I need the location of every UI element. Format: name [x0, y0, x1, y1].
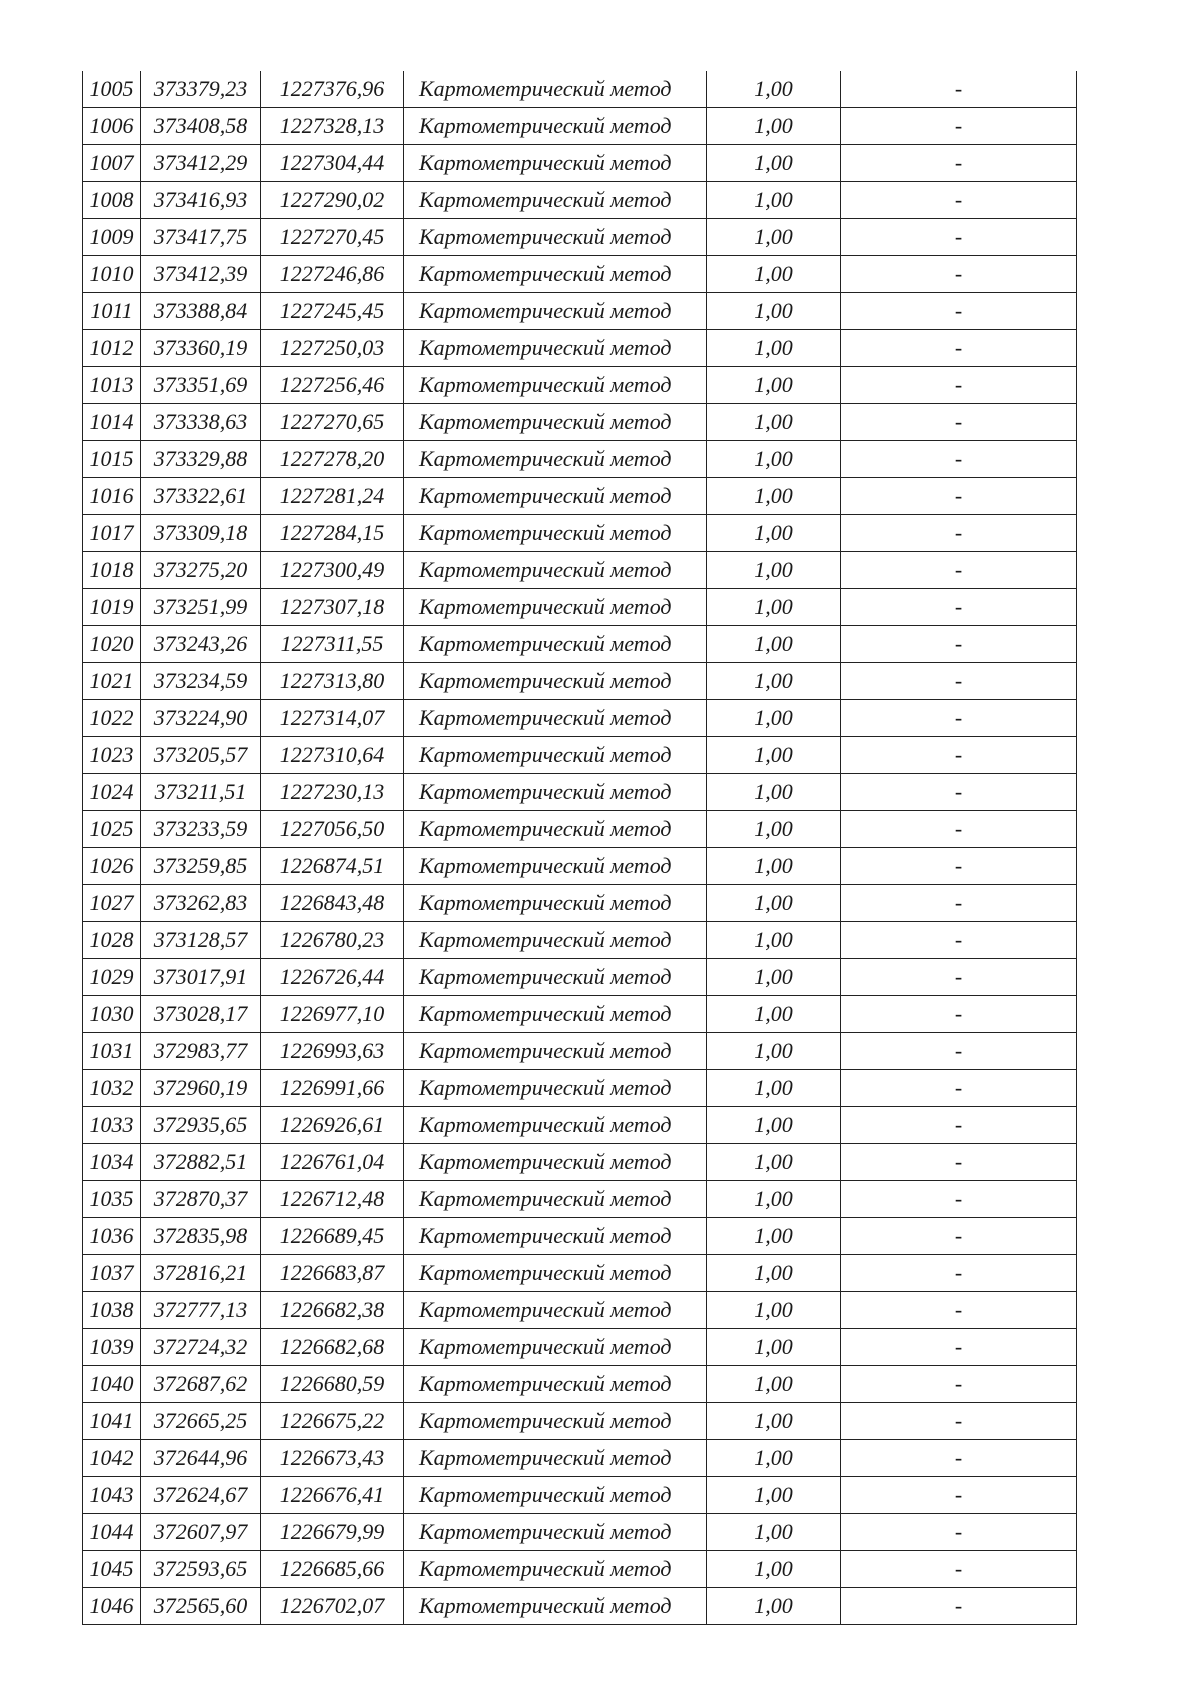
- accuracy-cell: 1,00: [707, 293, 841, 330]
- table-row: [83, 552, 1077, 589]
- x-coordinate-cell: 372870,37: [141, 1181, 261, 1218]
- y-coordinate-cell: 1226993,63: [261, 1033, 404, 1070]
- table-row: [83, 182, 1077, 219]
- coordinates-table: [82, 71, 1077, 1625]
- y-coordinate-cell: 1226926,61: [261, 1107, 404, 1144]
- y-coordinate-cell: 1227278,20: [261, 441, 404, 478]
- y-coordinate-cell: 1226682,38: [261, 1292, 404, 1329]
- y-coordinate-cell: 1227246,86: [261, 256, 404, 293]
- y-coordinate-cell: 1227313,80: [261, 663, 404, 700]
- point-number-cell: 1007: [83, 145, 141, 182]
- description-cell: -: [841, 922, 1077, 959]
- accuracy-cell: 1,00: [707, 626, 841, 663]
- description-cell: -: [841, 700, 1077, 737]
- description-cell: -: [841, 1588, 1077, 1625]
- description-cell: -: [841, 219, 1077, 256]
- point-number-cell: 1011: [83, 293, 141, 330]
- point-number-cell: 1012: [83, 330, 141, 367]
- method-cell: Картометрический метод: [404, 996, 707, 1033]
- accuracy-cell: 1,00: [707, 1033, 841, 1070]
- x-coordinate-cell: 373408,58: [141, 108, 261, 145]
- x-coordinate-cell: 373128,57: [141, 922, 261, 959]
- method-cell: Картометрический метод: [404, 663, 707, 700]
- x-coordinate-cell: 372644,96: [141, 1440, 261, 1477]
- accuracy-cell: 1,00: [707, 1588, 841, 1625]
- accuracy-cell: 1,00: [707, 885, 841, 922]
- description-cell: -: [841, 478, 1077, 515]
- x-coordinate-cell: 373412,39: [141, 256, 261, 293]
- point-number-cell: 1008: [83, 182, 141, 219]
- accuracy-cell: 1,00: [707, 1144, 841, 1181]
- x-coordinate-cell: 373351,69: [141, 367, 261, 404]
- x-coordinate-cell: 373234,59: [141, 663, 261, 700]
- table-row: [83, 996, 1077, 1033]
- description-cell: -: [841, 774, 1077, 811]
- y-coordinate-cell: 1226991,66: [261, 1070, 404, 1107]
- accuracy-cell: 1,00: [707, 145, 841, 182]
- point-number-cell: 1038: [83, 1292, 141, 1329]
- x-coordinate-cell: 372882,51: [141, 1144, 261, 1181]
- table-row: [83, 293, 1077, 330]
- y-coordinate-cell: 1226843,48: [261, 885, 404, 922]
- accuracy-cell: 1,00: [707, 182, 841, 219]
- x-coordinate-cell: 373028,17: [141, 996, 261, 1033]
- method-cell: Картометрический метод: [404, 1070, 707, 1107]
- y-coordinate-cell: 1227311,55: [261, 626, 404, 663]
- description-cell: -: [841, 1403, 1077, 1440]
- table-row: [83, 1033, 1077, 1070]
- accuracy-cell: 1,00: [707, 1181, 841, 1218]
- method-cell: Картометрический метод: [404, 330, 707, 367]
- point-number-cell: 1045: [83, 1551, 141, 1588]
- table-row: [83, 663, 1077, 700]
- point-number-cell: 1029: [83, 959, 141, 996]
- accuracy-cell: 1,00: [707, 848, 841, 885]
- x-coordinate-cell: 373417,75: [141, 219, 261, 256]
- y-coordinate-cell: 1226761,04: [261, 1144, 404, 1181]
- table-row: [83, 1403, 1077, 1440]
- x-coordinate-cell: 373322,61: [141, 478, 261, 515]
- point-number-cell: 1025: [83, 811, 141, 848]
- point-number-cell: 1030: [83, 996, 141, 1033]
- method-cell: Картометрический метод: [404, 737, 707, 774]
- method-cell: Картометрический метод: [404, 1255, 707, 1292]
- method-cell: Картометрический метод: [404, 478, 707, 515]
- table-row: [83, 330, 1077, 367]
- method-cell: Картометрический метод: [404, 145, 707, 182]
- accuracy-cell: 1,00: [707, 1551, 841, 1588]
- x-coordinate-cell: 373412,29: [141, 145, 261, 182]
- point-number-cell: 1022: [83, 700, 141, 737]
- table-row: [83, 1440, 1077, 1477]
- y-coordinate-cell: 1227270,45: [261, 219, 404, 256]
- table-row: [83, 1070, 1077, 1107]
- y-coordinate-cell: 1227245,45: [261, 293, 404, 330]
- y-coordinate-cell: 1226689,45: [261, 1218, 404, 1255]
- method-cell: Картометрический метод: [404, 441, 707, 478]
- description-cell: -: [841, 71, 1077, 108]
- method-cell: Картометрический метод: [404, 404, 707, 441]
- y-coordinate-cell: 1227256,46: [261, 367, 404, 404]
- y-coordinate-cell: 1227314,07: [261, 700, 404, 737]
- accuracy-cell: 1,00: [707, 108, 841, 145]
- description-cell: -: [841, 1255, 1077, 1292]
- method-cell: Картометрический метод: [404, 811, 707, 848]
- table-row: [83, 367, 1077, 404]
- x-coordinate-cell: 373275,20: [141, 552, 261, 589]
- table-row: [83, 811, 1077, 848]
- accuracy-cell: 1,00: [707, 515, 841, 552]
- description-cell: -: [841, 959, 1077, 996]
- point-number-cell: 1017: [83, 515, 141, 552]
- accuracy-cell: 1,00: [707, 959, 841, 996]
- y-coordinate-cell: 1227307,18: [261, 589, 404, 626]
- point-number-cell: 1024: [83, 774, 141, 811]
- accuracy-cell: 1,00: [707, 441, 841, 478]
- table-row: [83, 700, 1077, 737]
- y-coordinate-cell: 1227284,15: [261, 515, 404, 552]
- accuracy-cell: 1,00: [707, 330, 841, 367]
- table-row: [83, 922, 1077, 959]
- x-coordinate-cell: 372935,65: [141, 1107, 261, 1144]
- accuracy-cell: 1,00: [707, 737, 841, 774]
- x-coordinate-cell: 373338,63: [141, 404, 261, 441]
- method-cell: Картометрический метод: [404, 219, 707, 256]
- method-cell: Картометрический метод: [404, 700, 707, 737]
- table-row: [83, 441, 1077, 478]
- accuracy-cell: 1,00: [707, 219, 841, 256]
- point-number-cell: 1020: [83, 626, 141, 663]
- table-row: [83, 478, 1077, 515]
- description-cell: -: [841, 293, 1077, 330]
- y-coordinate-cell: 1227290,02: [261, 182, 404, 219]
- method-cell: Картометрический метод: [404, 626, 707, 663]
- y-coordinate-cell: 1227281,24: [261, 478, 404, 515]
- method-cell: Картометрический метод: [404, 1292, 707, 1329]
- accuracy-cell: 1,00: [707, 552, 841, 589]
- table-row: [83, 1477, 1077, 1514]
- method-cell: Картометрический метод: [404, 1033, 707, 1070]
- table-row: [83, 1255, 1077, 1292]
- accuracy-cell: 1,00: [707, 256, 841, 293]
- x-coordinate-cell: 373224,90: [141, 700, 261, 737]
- y-coordinate-cell: 1226712,48: [261, 1181, 404, 1218]
- y-coordinate-cell: 1226680,59: [261, 1366, 404, 1403]
- method-cell: Картометрический метод: [404, 1181, 707, 1218]
- method-cell: Картометрический метод: [404, 1477, 707, 1514]
- table-row: [83, 1218, 1077, 1255]
- point-number-cell: 1023: [83, 737, 141, 774]
- method-cell: Картометрический метод: [404, 885, 707, 922]
- accuracy-cell: 1,00: [707, 811, 841, 848]
- accuracy-cell: 1,00: [707, 367, 841, 404]
- table-row: [83, 885, 1077, 922]
- accuracy-cell: 1,00: [707, 1070, 841, 1107]
- accuracy-cell: 1,00: [707, 1514, 841, 1551]
- description-cell: -: [841, 515, 1077, 552]
- description-cell: -: [841, 1551, 1077, 1588]
- x-coordinate-cell: 373211,51: [141, 774, 261, 811]
- y-coordinate-cell: 1226673,43: [261, 1440, 404, 1477]
- method-cell: Картометрический метод: [404, 922, 707, 959]
- x-coordinate-cell: 372983,77: [141, 1033, 261, 1070]
- accuracy-cell: 1,00: [707, 1107, 841, 1144]
- table-row: [83, 848, 1077, 885]
- point-number-cell: 1018: [83, 552, 141, 589]
- x-coordinate-cell: 372624,67: [141, 1477, 261, 1514]
- method-cell: Картометрический метод: [404, 1514, 707, 1551]
- point-number-cell: 1015: [83, 441, 141, 478]
- table-row: [83, 589, 1077, 626]
- description-cell: -: [841, 1218, 1077, 1255]
- description-cell: -: [841, 1107, 1077, 1144]
- x-coordinate-cell: 373205,57: [141, 737, 261, 774]
- y-coordinate-cell: 1226874,51: [261, 848, 404, 885]
- x-coordinate-cell: 373379,23: [141, 71, 261, 108]
- description-cell: -: [841, 1514, 1077, 1551]
- method-cell: Картометрический метод: [404, 256, 707, 293]
- accuracy-cell: 1,00: [707, 1403, 841, 1440]
- y-coordinate-cell: 1226675,22: [261, 1403, 404, 1440]
- description-cell: -: [841, 330, 1077, 367]
- y-coordinate-cell: 1226780,23: [261, 922, 404, 959]
- coordinates-table-body: [83, 71, 1077, 1625]
- y-coordinate-cell: 1226682,68: [261, 1329, 404, 1366]
- point-number-cell: 1006: [83, 108, 141, 145]
- method-cell: Картометрический метод: [404, 1440, 707, 1477]
- table-row: [83, 959, 1077, 996]
- y-coordinate-cell: 1227300,49: [261, 552, 404, 589]
- point-number-cell: 1041: [83, 1403, 141, 1440]
- y-coordinate-cell: 1227310,64: [261, 737, 404, 774]
- x-coordinate-cell: 372816,21: [141, 1255, 261, 1292]
- method-cell: Картометрический метод: [404, 182, 707, 219]
- point-number-cell: 1039: [83, 1329, 141, 1366]
- x-coordinate-cell: 372565,60: [141, 1588, 261, 1625]
- table-row: [83, 515, 1077, 552]
- description-cell: -: [841, 1440, 1077, 1477]
- point-number-cell: 1016: [83, 478, 141, 515]
- description-cell: -: [841, 1292, 1077, 1329]
- description-cell: -: [841, 1477, 1077, 1514]
- method-cell: Картометрический метод: [404, 552, 707, 589]
- x-coordinate-cell: 373233,59: [141, 811, 261, 848]
- description-cell: -: [841, 182, 1077, 219]
- point-number-cell: 1019: [83, 589, 141, 626]
- method-cell: Картометрический метод: [404, 1218, 707, 1255]
- point-number-cell: 1013: [83, 367, 141, 404]
- description-cell: -: [841, 1329, 1077, 1366]
- x-coordinate-cell: 373017,91: [141, 959, 261, 996]
- description-cell: -: [841, 108, 1077, 145]
- accuracy-cell: 1,00: [707, 922, 841, 959]
- point-number-cell: 1043: [83, 1477, 141, 1514]
- table-row: [83, 1181, 1077, 1218]
- y-coordinate-cell: 1227270,65: [261, 404, 404, 441]
- table-row: [83, 1329, 1077, 1366]
- x-coordinate-cell: 373259,85: [141, 848, 261, 885]
- accuracy-cell: 1,00: [707, 1477, 841, 1514]
- point-number-cell: 1036: [83, 1218, 141, 1255]
- description-cell: -: [841, 885, 1077, 922]
- description-cell: -: [841, 626, 1077, 663]
- accuracy-cell: 1,00: [707, 404, 841, 441]
- method-cell: Картометрический метод: [404, 1588, 707, 1625]
- table-row: [83, 1144, 1077, 1181]
- x-coordinate-cell: 373243,26: [141, 626, 261, 663]
- description-cell: -: [841, 589, 1077, 626]
- y-coordinate-cell: 1227230,13: [261, 774, 404, 811]
- accuracy-cell: 1,00: [707, 700, 841, 737]
- y-coordinate-cell: 1227056,50: [261, 811, 404, 848]
- point-number-cell: 1027: [83, 885, 141, 922]
- x-coordinate-cell: 373360,19: [141, 330, 261, 367]
- point-number-cell: 1033: [83, 1107, 141, 1144]
- accuracy-cell: 1,00: [707, 478, 841, 515]
- method-cell: Картометрический метод: [404, 1366, 707, 1403]
- description-cell: -: [841, 1181, 1077, 1218]
- method-cell: Картометрический метод: [404, 71, 707, 108]
- description-cell: -: [841, 145, 1077, 182]
- table-row: [83, 1551, 1077, 1588]
- table-row: [83, 774, 1077, 811]
- x-coordinate-cell: 373309,18: [141, 515, 261, 552]
- point-number-cell: 1034: [83, 1144, 141, 1181]
- method-cell: Картометрический метод: [404, 515, 707, 552]
- table-row: [83, 1514, 1077, 1551]
- y-coordinate-cell: 1227304,44: [261, 145, 404, 182]
- point-number-cell: 1026: [83, 848, 141, 885]
- point-number-cell: 1014: [83, 404, 141, 441]
- accuracy-cell: 1,00: [707, 1292, 841, 1329]
- method-cell: Картометрический метод: [404, 1403, 707, 1440]
- point-number-cell: 1005: [83, 71, 141, 108]
- method-cell: Картометрический метод: [404, 1107, 707, 1144]
- point-number-cell: 1031: [83, 1033, 141, 1070]
- table-row: [83, 256, 1077, 293]
- table-row: [83, 71, 1077, 108]
- description-cell: -: [841, 848, 1077, 885]
- accuracy-cell: 1,00: [707, 1329, 841, 1366]
- point-number-cell: 1032: [83, 1070, 141, 1107]
- description-cell: -: [841, 256, 1077, 293]
- y-coordinate-cell: 1226676,41: [261, 1477, 404, 1514]
- x-coordinate-cell: 373388,84: [141, 293, 261, 330]
- y-coordinate-cell: 1226679,99: [261, 1514, 404, 1551]
- method-cell: Картометрический метод: [404, 1551, 707, 1588]
- point-number-cell: 1042: [83, 1440, 141, 1477]
- method-cell: Картометрический метод: [404, 1144, 707, 1181]
- table-row: [83, 404, 1077, 441]
- accuracy-cell: 1,00: [707, 663, 841, 700]
- y-coordinate-cell: 1226977,10: [261, 996, 404, 1033]
- accuracy-cell: 1,00: [707, 1255, 841, 1292]
- x-coordinate-cell: 373251,99: [141, 589, 261, 626]
- method-cell: Картометрический метод: [404, 774, 707, 811]
- y-coordinate-cell: 1227328,13: [261, 108, 404, 145]
- y-coordinate-cell: 1226702,07: [261, 1588, 404, 1625]
- table-row: [83, 1107, 1077, 1144]
- point-number-cell: 1021: [83, 663, 141, 700]
- description-cell: -: [841, 552, 1077, 589]
- description-cell: -: [841, 1144, 1077, 1181]
- accuracy-cell: 1,00: [707, 1366, 841, 1403]
- point-number-cell: 1046: [83, 1588, 141, 1625]
- x-coordinate-cell: 372960,19: [141, 1070, 261, 1107]
- x-coordinate-cell: 372687,62: [141, 1366, 261, 1403]
- x-coordinate-cell: 372777,13: [141, 1292, 261, 1329]
- accuracy-cell: 1,00: [707, 589, 841, 626]
- description-cell: -: [841, 441, 1077, 478]
- point-number-cell: 1028: [83, 922, 141, 959]
- description-cell: -: [841, 1033, 1077, 1070]
- table-row: [83, 1366, 1077, 1403]
- table-row: [83, 145, 1077, 182]
- x-coordinate-cell: 372607,97: [141, 1514, 261, 1551]
- table-row: [83, 108, 1077, 145]
- method-cell: Картометрический метод: [404, 293, 707, 330]
- y-coordinate-cell: 1226726,44: [261, 959, 404, 996]
- method-cell: Картометрический метод: [404, 108, 707, 145]
- table-row: [83, 219, 1077, 256]
- x-coordinate-cell: 372724,32: [141, 1329, 261, 1366]
- y-coordinate-cell: 1226683,87: [261, 1255, 404, 1292]
- x-coordinate-cell: 373416,93: [141, 182, 261, 219]
- y-coordinate-cell: 1226685,66: [261, 1551, 404, 1588]
- point-number-cell: 1009: [83, 219, 141, 256]
- method-cell: Картометрический метод: [404, 1329, 707, 1366]
- point-number-cell: 1010: [83, 256, 141, 293]
- table-row: [83, 737, 1077, 774]
- description-cell: -: [841, 1070, 1077, 1107]
- description-cell: -: [841, 367, 1077, 404]
- description-cell: -: [841, 404, 1077, 441]
- description-cell: -: [841, 1366, 1077, 1403]
- accuracy-cell: 1,00: [707, 71, 841, 108]
- point-number-cell: 1044: [83, 1514, 141, 1551]
- y-coordinate-cell: 1227376,96: [261, 71, 404, 108]
- x-coordinate-cell: 372593,65: [141, 1551, 261, 1588]
- accuracy-cell: 1,00: [707, 1440, 841, 1477]
- x-coordinate-cell: 373329,88: [141, 441, 261, 478]
- x-coordinate-cell: 372835,98: [141, 1218, 261, 1255]
- table-row: [83, 626, 1077, 663]
- y-coordinate-cell: 1227250,03: [261, 330, 404, 367]
- description-cell: -: [841, 811, 1077, 848]
- accuracy-cell: 1,00: [707, 774, 841, 811]
- method-cell: Картометрический метод: [404, 589, 707, 626]
- description-cell: -: [841, 737, 1077, 774]
- table-row: [83, 1292, 1077, 1329]
- accuracy-cell: 1,00: [707, 996, 841, 1033]
- description-cell: -: [841, 996, 1077, 1033]
- method-cell: Картометрический метод: [404, 367, 707, 404]
- description-cell: -: [841, 663, 1077, 700]
- point-number-cell: 1040: [83, 1366, 141, 1403]
- point-number-cell: 1035: [83, 1181, 141, 1218]
- table-row: [83, 1588, 1077, 1625]
- x-coordinate-cell: 373262,83: [141, 885, 261, 922]
- x-coordinate-cell: 372665,25: [141, 1403, 261, 1440]
- accuracy-cell: 1,00: [707, 1218, 841, 1255]
- point-number-cell: 1037: [83, 1255, 141, 1292]
- method-cell: Картометрический метод: [404, 848, 707, 885]
- method-cell: Картометрический метод: [404, 959, 707, 996]
